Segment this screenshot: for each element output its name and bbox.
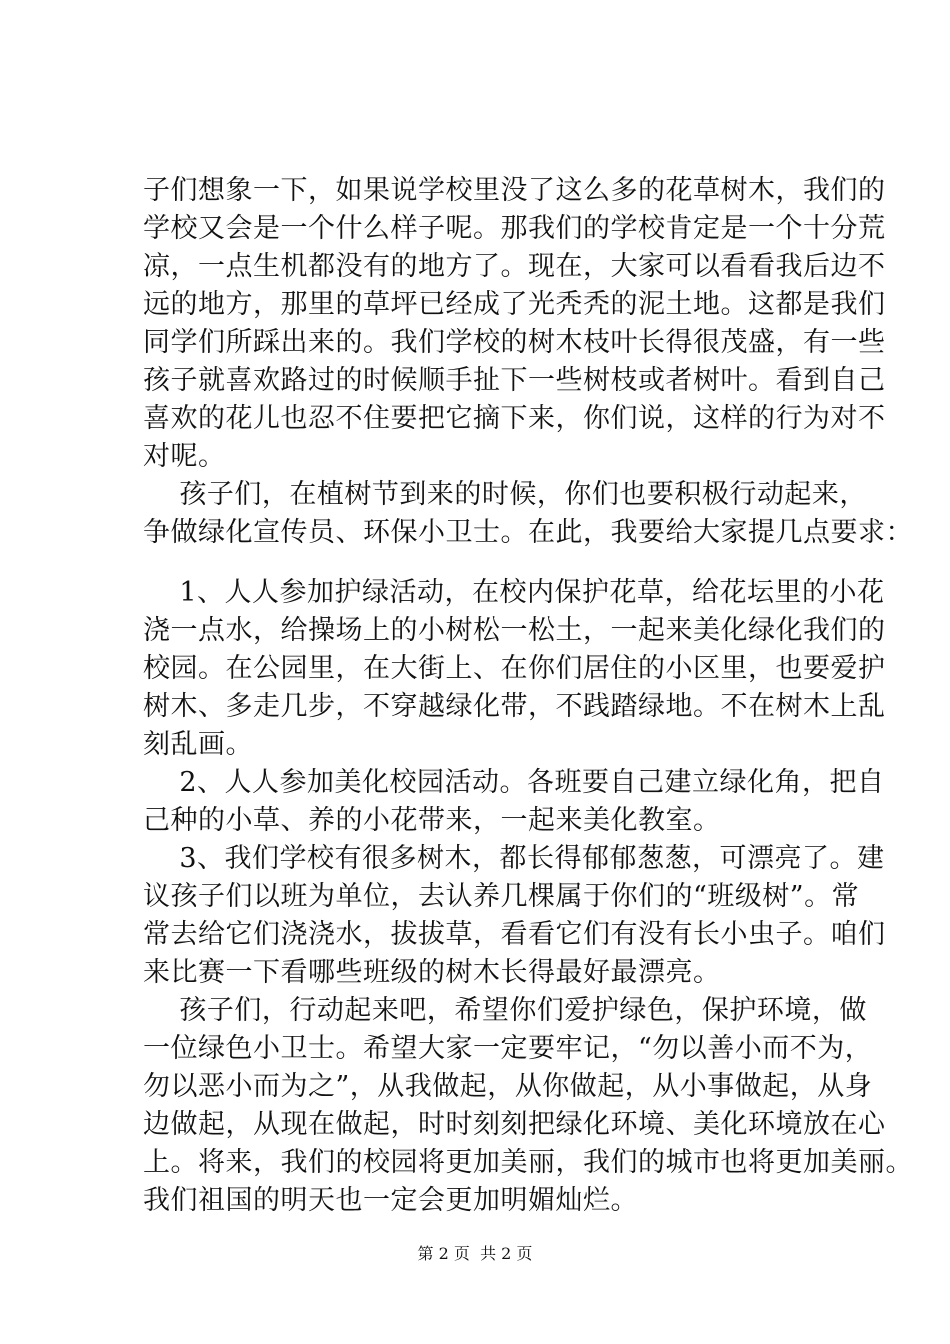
text-line: 我们祖国的明天也一定会更加明媚灿烂。: [143, 1185, 638, 1216]
text-line: 一位绿色小卫士。希望大家一定要牢记，“勿以善小而不为，: [143, 1033, 873, 1064]
text-line: 1、人人参加护绿活动，在校内保护花草，给花坛里的小花: [143, 577, 885, 608]
text-line: 2、人人参加美化校园活动。各班要自己建立绿化角，把自: [143, 767, 885, 798]
text-line: 树木、多走几步，不穿越绿化带，不践踏绿地。不在树木上乱: [143, 691, 886, 722]
text-line: 上。将来，我们的校园将更加美丽，我们的城市也将更加美丽。: [143, 1147, 913, 1178]
text-line: 常去给它们浇浇水，拔拔草，看看它们有没有长小虫子。咱们: [143, 919, 886, 950]
text-line: 远的地方，那里的草坪已经成了光秃秃的泥土地。这都是我们: [143, 289, 886, 320]
text-line: 争做绿化宣传员、环保小卫士。在此，我要给大家提几点要求：: [143, 517, 913, 548]
page-number-footer: 第 2 页 共 2 页: [417, 1244, 533, 1263]
text-line: 来比赛一下看哪些班级的树木长得最好最漂亮。: [143, 957, 721, 988]
text-line: 己种的小草、养的小花带来，一起来美化教室。: [143, 805, 721, 836]
text-line: 孩子们，行动起来吧，希望你们爱护绿色，保护环境，做: [143, 995, 867, 1026]
text-line: 子们想象一下，如果说学校里没了这么多的花草树木，我们的: [143, 175, 886, 206]
text-line: 3、我们学校有很多树木，都长得郁郁葱葱，可漂亮了。建: [143, 843, 885, 874]
text-line: 对呢。: [143, 441, 226, 472]
text-line: 凉，一点生机都没有的地方了。现在，大家可以看看我后边不: [143, 251, 886, 282]
text-line: 校园。在公园里，在大街上、在你们居住的小区里，也要爱护: [143, 653, 886, 684]
text-line: 边做起，从现在做起，时时刻刻把绿化环境、美化环境放在心: [143, 1109, 886, 1140]
text-line: 孩子就喜欢路过的时候顺手扯下一些树枝或者树叶。看到自己: [143, 365, 886, 396]
text-line: 学校又会是一个什么样子呢。那我们的学校肯定是一个十分荒: [143, 213, 886, 244]
text-line: 议孩子们以班为单位，去认养几棵属于你们的“班级树”。常: [143, 881, 860, 912]
text-line: 刻乱画。: [143, 729, 253, 760]
text-line: 浇一点水，给操场上的小树松一松土，一起来美化绿化我们的: [143, 615, 886, 646]
text-line: 孩子们，在植树节到来的时候，你们也要积极行动起来，: [143, 479, 867, 510]
text-line: 同学们所踩出来的。我们学校的树木枝叶长得很茂盛，有一些: [143, 327, 886, 358]
text-line: 喜欢的花儿也忍不住要把它摘下来，你们说，这样的行为对不: [143, 403, 886, 434]
text-line: 勿以恶小而为之”，从我做起，从你做起，从小事做起，从身: [143, 1071, 873, 1102]
